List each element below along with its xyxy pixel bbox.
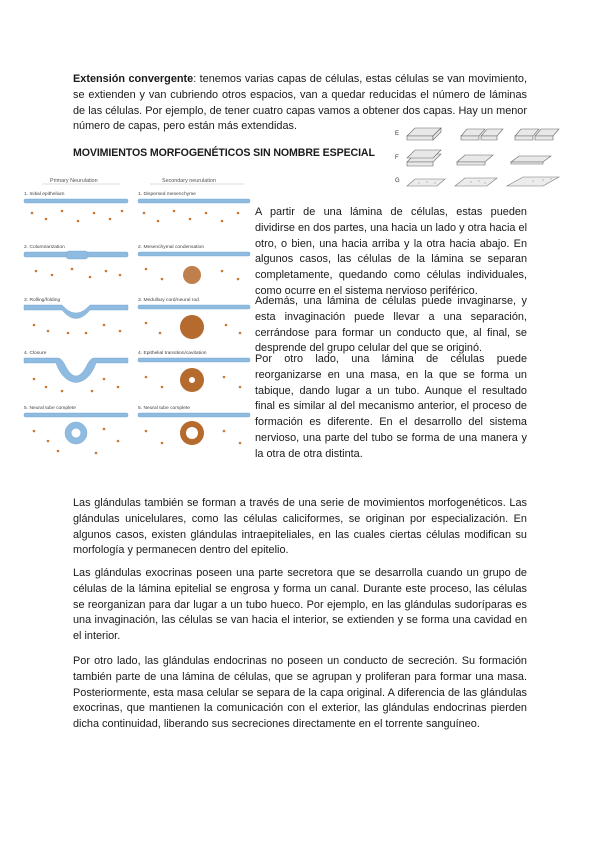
secondary-step-3: 3. Medullary cord/neural rod	[138, 298, 199, 303]
figure-col1-title: Primary Neurulation	[50, 178, 98, 184]
figure-row-g	[407, 177, 559, 186]
figure-row-label-e: E	[395, 131, 400, 137]
side-paragraph-3: Por otro lado, una lámina de células puede reorganizarse en una masa, en la que se forma un tabique, dando lugar a un tubo. Aunque el resultado final es similar al del mecanismo anterior, el proceso de formación es diferente. En el desarrollo del sistema nervioso, una parte del tubo se forma de una manera y la otra de otra distinta.	[255, 353, 527, 460]
figure-row-f	[407, 150, 551, 166]
primary-step-5: 5. Neural tube complete	[24, 406, 76, 411]
primary-tube-lumen	[72, 429, 81, 438]
body-paragraph-3: Por otro lado, las glándulas endocrinas no poseen un conducto de secreción. Su formación también parte de una lámina de células, que se agrupan y proliferan para formar una masa. Posteriormente, esta masa celular se separa de la capa original. A diferencia de las glándulas exocrinas, que mantienen la comunicación con el exterior, las glándulas endocrinas pierden dicha continuidad, liberando sus secreciones directamente en el torrente sanguíneo.	[73, 655, 527, 731]
intro-term: Extensión convergente	[73, 73, 194, 85]
side-paragraph-2: Además, una lámina de células puede invaginarse, y esta invaginación puede llevar a una separación, cerrándose para formar un conducto que, al final, se desprende del grupo celular del que se originó.	[255, 295, 527, 355]
secondary-step-2: 2. Mesenchymal condensation	[138, 245, 205, 250]
primary-step-3: 3. Rolling/folding	[24, 298, 61, 303]
intro-text: : tenemos varias capas de células, estas células se van movimiento, se extienden y van cubriendo otros espacios, van a quedar reducidas el número de láminas de las células. Por ejemplo, de tener cuatro capas vamos a obtener dos capas. Hay un menor número de capas, pero están más extendidas.	[73, 73, 527, 133]
secondary-step-5: 5. Neural tube complete	[138, 406, 190, 411]
side-paragraph-1: A partir de una lámina de células, estas pueden dividirse en dos partes, una hacia un lado y otra hacia el otro, o bien, una hacia arriba y la otra hacia abajo. En algunos casos, las células de la lámina se separan completamente, quedando como células individuales, como ocurre en el sistema nervioso periférico.	[255, 206, 527, 297]
figure-col2-title: Secondary neurulation	[162, 178, 216, 184]
figure-row-label-f: F	[395, 155, 399, 161]
primary-step-1: 1. Initial epithelium	[24, 192, 65, 197]
body-paragraph-2: Las glándulas exocrinas poseen una parte secretora que se desarrolla cuando un grupo de células de la lámina epitelial se engrosa y forma un canal. Durante este proceso, las células se reorganizan para dar lugar a un tubo hueco. Por ejemplo, en las glándulas sudoríparas es una invaginación, las células se van hacia el interior, se extienden y se forma una cavidad en el interior.	[73, 567, 527, 643]
body-paragraph-1: Las glándulas también se forman a través de una serie de movimientos morfogenéticos. Las glándulas unicelulares, como las células caliciformes, se originan por especialización. En algunos casos, existen glándulas intraepiteliales, en las cuales ciertas células modifican su morfología y permanecen dentro del epitelio.	[73, 497, 527, 557]
figure-row-label-g: G	[395, 178, 400, 184]
primary-step-2: 2. Columnarization	[24, 245, 65, 250]
section-heading: MOVIMIENTOS MORFOGENÉTICOS SIN NOMBRE ESPECIAL	[73, 147, 375, 159]
secondary-cavitation	[189, 377, 195, 383]
convergent-extension-figure	[393, 124, 569, 196]
secondary-step-4: 4. Epithelial transition/cavitation	[138, 351, 207, 356]
primary-step-4: 4. Closure	[24, 351, 47, 356]
secondary-tube-lumen	[186, 427, 198, 439]
figure-row-e	[407, 128, 559, 140]
secondary-step-1: 1. Dispersed mesenchyme	[138, 192, 196, 197]
neurulation-figure	[22, 175, 254, 460]
